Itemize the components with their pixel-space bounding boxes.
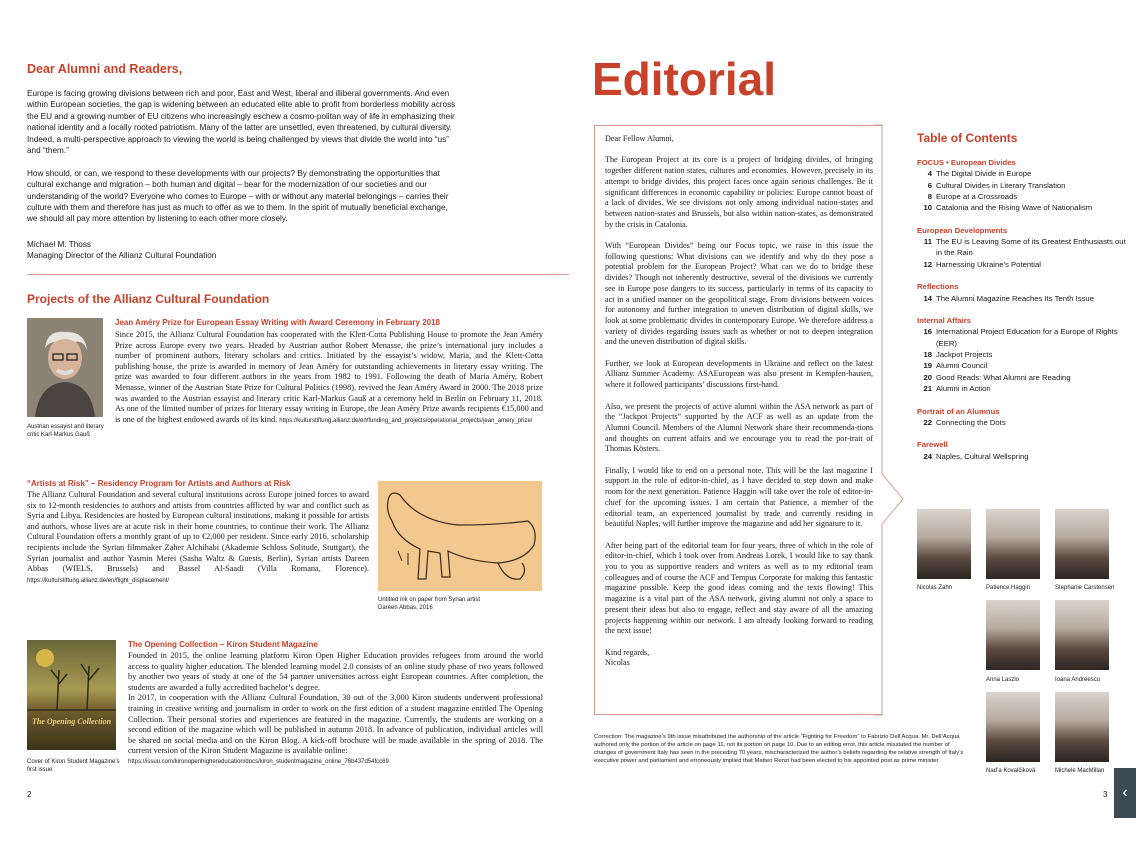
toc-item-title: Connecting the Dots: [936, 417, 1006, 427]
toc-item-title: The Digital Divide in Europe: [936, 169, 1032, 179]
portrait-caption: Austrian essayist and literary critic Karl-Markus Gauß: [27, 424, 104, 438]
page-number-left: 2: [27, 790, 32, 799]
toc-section-title: Portrait of an Alumnus: [917, 406, 1000, 416]
signature-title: Managing Director of the Allianz Cultural Foundation: [27, 251, 217, 260]
intro-paragraph-1: Europe is facing growing divisions between rich and poor, East and West, liberal and illiberal governments. And even within European societies, the gap is widening between an educated elite able to profit from borderless mobility across the EU and a growing number of EU citizens who increasingly eschew a cosmo-politan way of life in emphasizing their national identity and a locally rooted patriotism. Many of the latter are unsettled, even threatened, by cultural diversity. Indeed, a multi-perspective approach to viewing the world is being challenged by views that divide the world into “us” and “them.”: [27, 89, 456, 156]
toc-item-title: The EU is Leaving Some of its Greatest Enthusiasts out in the Rain: [936, 237, 1126, 258]
editorial-title: Editorial: [592, 53, 777, 105]
toc-item[interactable]: [917, 326, 1127, 349]
toc-item[interactable]: [917, 360, 1127, 371]
toc-item[interactable]: [917, 293, 1127, 304]
toc-item[interactable]: [917, 417, 1127, 428]
toc-item-title: Catalonia and the Rising Wave of Nationalism: [936, 203, 1093, 213]
previous-page-tab[interactable]: [1114, 768, 1136, 818]
toc-item[interactable]: [917, 383, 1127, 394]
author-portrait-photo: [27, 318, 103, 417]
toc-page-number: 22: [923, 417, 932, 427]
letter-paragraph-2: With “European Divides” being our Focus topic, we raise in this issue the following questions: What divisions can we identify and why do they pose a potential problem for the European Project? What can we do to bridge these divides? Though not inherently destructive, several of the divisions we currently see in Europe pose dangers to its success, particularly in terms of its capacity to act in a unified manner on the geopolitical stage. From divisions between voices for autonomy and further integration to uneven distribution of digital skills, we look at some problematic divides in contemporary Europe. We therefore address a variety of divides regarding issues such as whether or not to deepen integration and the uneven distribution of digital skills.: [605, 241, 873, 347]
toc-item[interactable]: [917, 180, 1127, 191]
toc-page-number: 6: [927, 180, 932, 190]
team-member-name: Nicolas Zahn: [917, 585, 953, 591]
toc-item[interactable]: [917, 259, 1127, 270]
toc-item-title: Europe at a Crossroads: [936, 191, 1018, 201]
toc-page-number: 11: [923, 237, 932, 247]
residency-body: [27, 490, 369, 586]
residency-title: “Artists at Risk” – Residency Program for Artists and Authors at Risk: [27, 479, 291, 488]
letter-paragraph-3: Further, we look at European developments in Ukraine and reflect on the latest Allianz Summer Academy. ASAEuropean was also present in Kempfen-hausen, where it followed participants’ discussions first-hand.: [605, 358, 873, 390]
team-member-name: Ioana Andreescu: [1055, 677, 1101, 683]
toc-page-number: 19: [923, 361, 932, 371]
toc-page-number: 24: [923, 451, 932, 461]
toc-item-title: Cultural Divides in Literary Translation: [936, 180, 1066, 190]
team-photo: [1055, 509, 1109, 579]
toc-page-number: 12: [923, 259, 932, 269]
amery-prize-link[interactable]: https://kulturstiftung.allianz.de/en/funding_and_projects/operational_projects/jean_amery_prize/: [279, 417, 533, 424]
toc-item[interactable]: [917, 168, 1127, 179]
toc-item-title: Harnessing Ukraine’s Potential: [936, 259, 1041, 269]
kiron-magazine-title: The Opening Collection – Kiron Student Magazine: [128, 640, 318, 649]
residency-text: The Allianz Cultural Foundation and several cultural institutions across Europe joined forces to award six to 12-month residencies to authors and artists from countries afflicted by war and conflict such as Syria and Libya. Residencies are hosted by European cultural institutions, making it possible for artists and authors, whose lives are at acute risk in their home countries, to continue their work. The Allianz Cultural Foundation offers a monthly grant of up to €2,000 per resident. Since early 2016, scholarship recipients include the Syrian filmmaker Zaher Alchihabi (Akademie Schloss Solitude, Stuttgart), the Syrian journalist and author Yasmin Merei (Sasha Waltz & Guests, Berlin), Syrian artists Dareen Abbas (WIELS, Brussels) and Bassel Al-Saadi (Villa Romana, Florence).: [27, 490, 369, 574]
team-member-name: Anna Laszlo: [986, 677, 1020, 683]
toc-section-title: European Developments: [917, 225, 1008, 235]
letter-paragraph-1: The European Project at its core is a project of bridging divides, of bringing together different nation states, cultures and economies. However, precisely in its attempt to bridge divides, this project faces once again serious challenges. Be it significant differences in economic capability or policies: Europe cannot boast of a lack of divides. We see divisions not only among individual nation-states and between nation-states and Brussels, but also within nation-states, as demonstrated by the crisis in Catalonia.: [605, 155, 873, 229]
amery-prize-text: Since 2015, the Allianz Cultural Foundation has cooperated with the Klett-Cotta Publishing House to promote the Jean Améry Prize across Europe every two years. Headed by Austrian author Robert Menasse, the prize’s international jury includes a number of prominent authors, literary scholars and critics. Initiated by the essayist’s widow, Maria, and the Klett-Cotta publishing house, the prize is awarded in memory of Jean Améry for outstanding achievements in literary essay writing. The prize was awarded to four different authors in the years from 1982 to 1991. Following the death of Maria Améry, Robert Menasse, winner of the Austrian State Prize for Cultural Politics (1998), revived the Jean Améry Award in 2000. The 2018 prize was awarded to the Austrian essayist and literary critic Karl-Markus Gauß at a ceremony held in Berlin on February 11, 2018. As one of the limited number of prizes for literary essay writing in Europe, the Jean Améry Prize awards recipients €15,000 and is one of the highest endowed awards of its kind.: [115, 330, 543, 424]
artwork-caption-line-1: Untitled ink on paper from Syrian artist: [378, 597, 481, 603]
editorial-letter: [605, 134, 873, 669]
letter-salutation: Dear Fellow Alumni,: [605, 134, 674, 143]
kiron-paragraph-1: Founded in 2015, the online learning platform Kiron Open Higher Education provides refugees from around the world access to quality higher education. The blended learning model 2.0 consists of an online study phase of two years followed by another two years of study at one of the 54 partner universities across eight European countries. After completion, the students are awarded a fully accredited bachelor’s degree.: [128, 651, 543, 692]
toc-page-number: 20: [923, 372, 932, 382]
toc-page-number: 10: [923, 203, 932, 213]
table-of-contents: [917, 157, 1127, 462]
ink-drawing-artwork: [378, 481, 542, 591]
toc-section-title: Reflections: [917, 282, 959, 292]
amery-prize-body: [115, 330, 543, 426]
letter-frame-pointer: [873, 124, 913, 716]
team-member-name: Stephanie Carstensen: [1055, 585, 1115, 591]
toc-page-number: 14: [923, 293, 932, 303]
amery-prize-title: Jean Améry Prize for European Essay Writing with Award Ceremony in February 2018: [115, 318, 440, 327]
toc-section-title: FOCUS • European Divides: [917, 158, 1016, 167]
team-photo: [917, 509, 971, 579]
letter-paragraph-5: Finally, I would like to end on a personal note. This will be the last magazine I support in the role of editor-in-chief, as I have decided to step down and make room for the next generation. Patience Haggin will take over the role of editor-in-chief for the upcoming issues. I am certain that Patience, a member of the editorial team, an experienced journalist by trade and currently residing in beautiful Naples, will further improve the magazine and add her signature to it.: [605, 465, 873, 529]
greeting-heading: Dear Alumni and Readers,: [27, 62, 183, 76]
intro-text: [27, 88, 457, 236]
toc-item[interactable]: [917, 349, 1127, 360]
residency-link[interactable]: https://kulturstiftung.allianz.de/en/flight_displacement/: [27, 577, 170, 584]
signature-name: Michael M. Thoss: [27, 240, 92, 249]
toc-item-title: International Project Education for a Europe of Rights (EER): [936, 327, 1118, 348]
toc-section-title: Internal Affairs: [917, 316, 971, 326]
letter-closing: Kind regards,: [605, 647, 650, 657]
section-divider: [27, 274, 569, 275]
page-number-right: 3: [1103, 790, 1108, 799]
team-member-name: Nad’a Kovalčiková: [986, 768, 1036, 774]
team-member-name: Patience Haggin: [986, 585, 1031, 591]
toc-page-number: 4: [927, 169, 932, 179]
toc-item-title: Jackpot Projects: [936, 350, 993, 360]
kiron-magazine-body: [128, 651, 543, 768]
team-photo: [986, 509, 1040, 579]
toc-page-number: 18: [923, 350, 932, 360]
portrait-illustration: [27, 318, 103, 417]
kiron-link[interactable]: https://issuu.com/kironopenhighereducation/docs/kiron_studentmagazine_online_76b437d54fcc69: [128, 758, 389, 765]
toc-page-number: 16: [923, 327, 932, 337]
toc-item-title: Alumni Council: [936, 361, 988, 371]
chevron-left-icon: ‹: [1122, 784, 1128, 801]
magazine-cover-caption: Cover of Kiron Student Magazine’s first issue: [27, 759, 120, 773]
toc-heading: Table of Contents: [917, 131, 1018, 145]
team-member-name: Michele MacMillan: [1055, 768, 1105, 774]
artwork-caption: [378, 596, 542, 612]
toc-section-title: Farewell: [917, 440, 948, 450]
magazine-cover-image: [27, 640, 116, 750]
team-photo: [986, 600, 1040, 670]
projects-heading: Projects of the Allianz Cultural Foundation: [27, 292, 270, 306]
toc-page-number: 8: [927, 191, 932, 201]
intro-paragraph-2: How should, or can, we respond to these developments with our projects? By demonstrating the opportunities that cultural exchange and migration – both human and digital – bear for the modernization of our societies and our understanding of the world? Everyone who comes to Europe – with or without any material belongings – carries their culture with them and therefore has just as much to offer as we to them. In the spirit of mutually beneficial exchange, we should all pay more attention by listening to each other more closely.: [27, 168, 449, 224]
correction-note: Correction: The magazine’s 9th issue misattributed the authorship of the article “Fighting for Freedom” to Fabrizio Dell’Acqua. Mr. Dell’Acqua authored only the portion of the article on page 11, not its portion on page 10. Due to an editing error, this article misstated the number of changes of government Italy has seen in the preceding 70 years, mischaracterized the author’s beliefs regarding the relative strength of Italy’s executive power and parliament and erroneously implied that Matteo Renzi had been elected to his appointed post as prime minister.: [594, 734, 964, 764]
toc-item-title: Good Reads: What Alumni are Reading: [936, 372, 1071, 382]
toc-item[interactable]: [917, 451, 1127, 462]
toc-page-number: 21: [923, 383, 932, 393]
artwork-illustration: [378, 481, 542, 591]
toc-item-title: Alumni in Action: [936, 383, 991, 393]
toc-item[interactable]: [917, 372, 1127, 383]
letter-paragraph-4: Also, we present the projects of active alumni within the ASA network as part of the “Jackpot Projects” supported by the ACF as well as an update from the Alumni Council. Members of the Alumni Network share their recommenda-tions and thoughts on current affairs and we encourage you to read the por-trait of Thomas Kösters.: [605, 401, 873, 454]
team-photo: [1055, 600, 1109, 670]
team-photo: [986, 692, 1040, 762]
artwork-caption-line-2: Dareen Abbas, 2016: [378, 605, 433, 611]
toc-item[interactable]: [917, 191, 1127, 202]
toc-item-title: The Alumni Magazine Reaches Its Tenth Issue: [936, 293, 1094, 303]
cover-illustration: [27, 640, 116, 750]
letter-signature: Nicolas: [605, 658, 630, 668]
team-photo: [1055, 692, 1109, 762]
letter-paragraph-6: After being part of the editorial team for four years, three of which in the role of editor-in-chief, which I took over from Andreas Lorek, I would like to say thank you to you as supportive readers and writers as well as to my editorial team colleagues and of course the ACF and Tempus Corporate for making this fantastic magazine possible. Keep the good ideas coming and the texts flowing! This magazine is a vital part of the ASA network, giving alumni not only a space to present their ideas but also to engage, reflect and stay aware of all the amazing projects happening within our network. I am already looking forward to reading the next issue!: [605, 540, 873, 636]
toc-item[interactable]: [917, 236, 1127, 259]
toc-item-title: Naples, Cultural Wellspring: [936, 451, 1029, 461]
toc-item[interactable]: [917, 202, 1127, 213]
magazine-cover-title: The Opening Collection: [31, 717, 112, 726]
kiron-paragraph-2: In 2017, in cooperation with the Allianz Cultural Foundation, 30 out of the 3,000 Kiron students underwent professional training in creative writing and journalism in order to work on the first edition of a student magazine entitled The Opening Collection. Their personal stories and experiences are featured in the magazine. Currently, the students are working on a second edition of the magazine which will be published in autumn 2018. In advance of publication, individual articles will be shared on social media and on the Kiron Blog. A kick-off brochure will be made available in the spring of 2018. The current version of the Kiron Student Magazine is available online:: [128, 693, 543, 756]
